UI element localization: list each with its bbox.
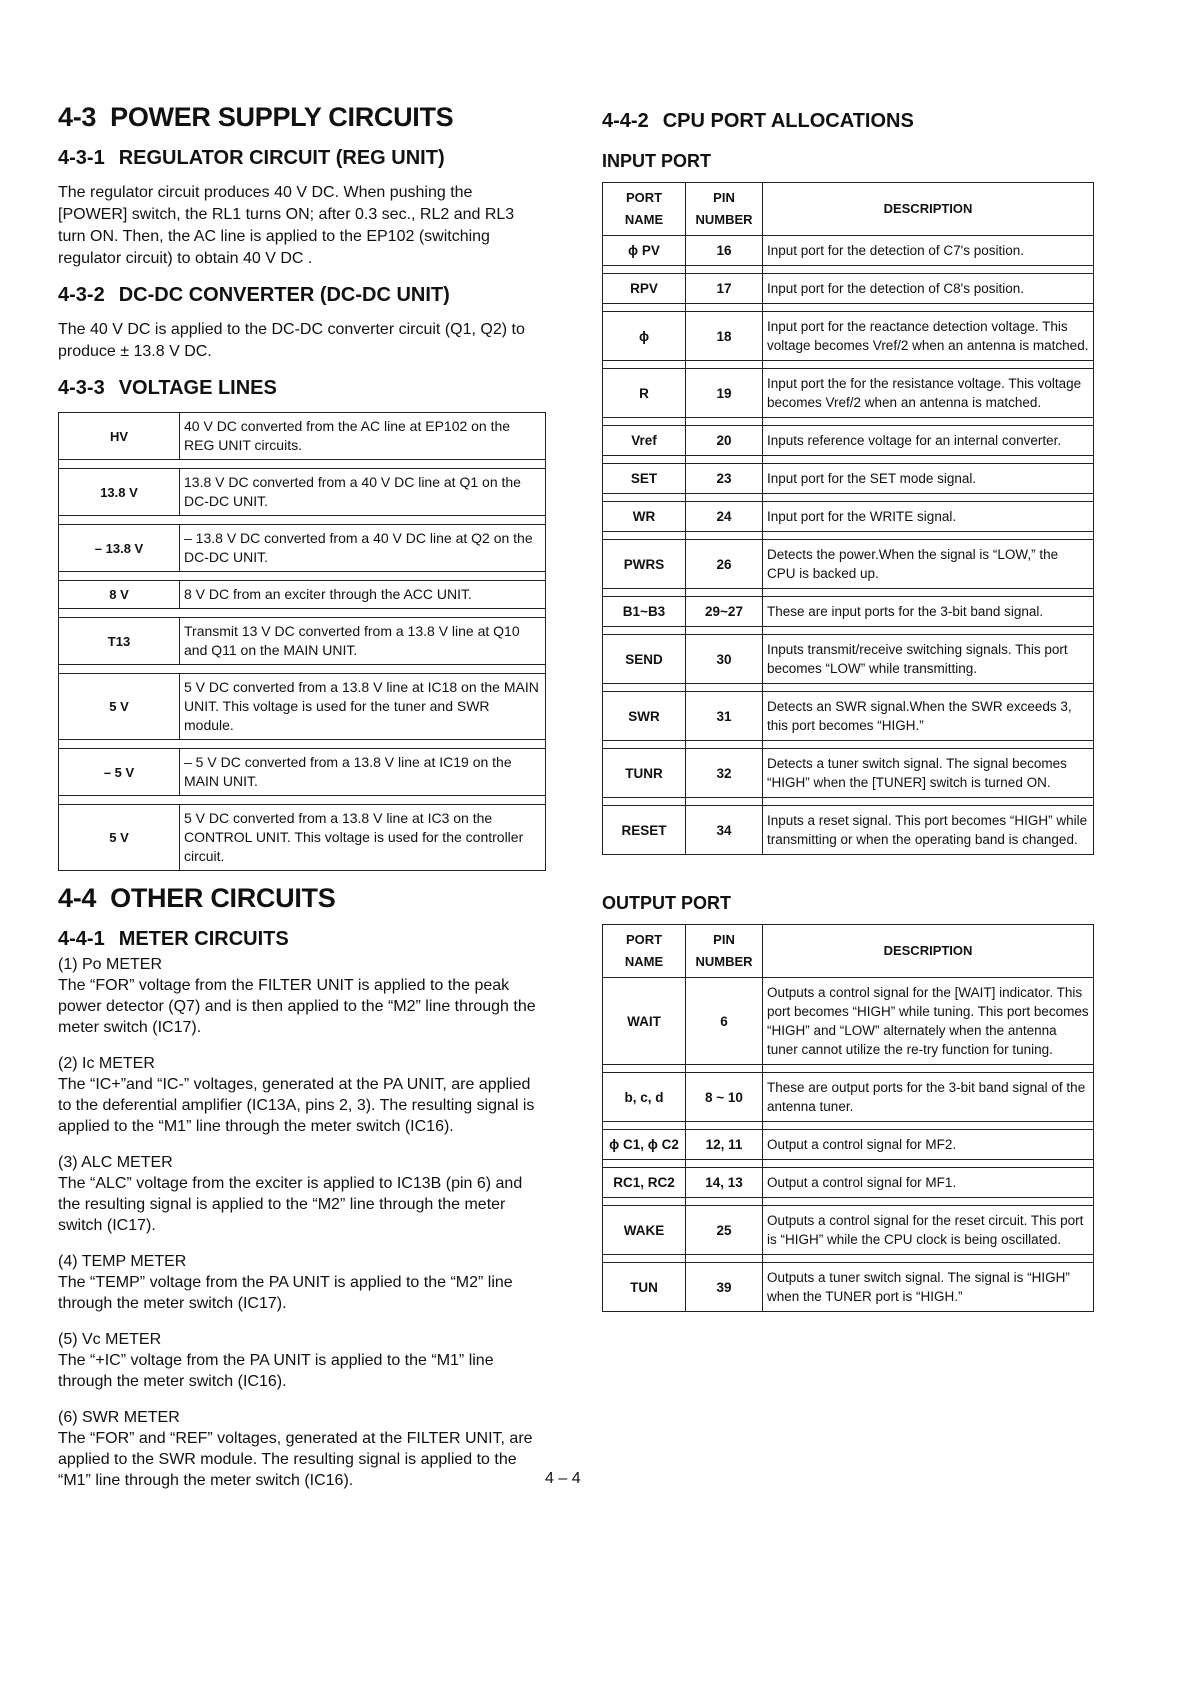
spacer-cell <box>763 627 1094 635</box>
meter-list <box>58 955 546 1491</box>
voltage-line-name: 8 V <box>59 581 180 609</box>
port-description: Input port for the detection of C8's position. <box>763 274 1094 304</box>
port-name: WAKE <box>603 1206 686 1255</box>
port-row <box>603 806 1094 855</box>
voltage-lines-table <box>58 412 546 871</box>
port-description: These are output ports for the 3-bit band signal of the antenna tuner. <box>763 1073 1094 1122</box>
port-name: B1~B3 <box>603 597 686 627</box>
port-row <box>603 1073 1094 1122</box>
regulator-text: The regulator circuit produces 40 V DC. When pushing the [POWER] switch, the RL1 turns ON; after 0.3 sec., RL2 and RL3 turn ON. Then, the AC line is applied to the EP102 (switching regulator circuit) to obtain 40 V DC . <box>58 184 515 267</box>
spacer-cell <box>686 589 763 597</box>
port-name: TUNR <box>603 749 686 798</box>
spacer-cell <box>603 532 686 540</box>
port-name: SEND <box>603 635 686 684</box>
pin-number: 23 <box>686 464 763 494</box>
voltage-line-desc: – 13.8 V DC converted from a 40 V DC line at Q2 on the DC-DC UNIT. <box>180 525 546 572</box>
spacer-cell <box>603 456 686 464</box>
spacer-cell <box>686 627 763 635</box>
row-spacer <box>603 798 1094 806</box>
port-description: Inputs a reset signal. This port becomes “HIGH” while transmitting or when the operating band is changed. <box>763 806 1094 855</box>
pin-number: 20 <box>686 426 763 456</box>
pin-number: 18 <box>686 312 763 361</box>
row-spacer <box>59 665 546 674</box>
spacer-cell <box>603 1122 686 1130</box>
voltage-line-name: HV <box>59 413 180 460</box>
spacer-cell <box>686 1255 763 1263</box>
row-spacer <box>603 1122 1094 1130</box>
spacer-cell <box>763 361 1094 369</box>
spacer-cell <box>59 572 546 581</box>
spacer-cell <box>59 665 546 674</box>
output-port-table <box>602 924 1094 1312</box>
row-spacer <box>59 572 546 581</box>
meter-text: The “ALC” voltage from the exciter is applied to IC13B (pin 6) and the resulting signal is applied to the “M2” line through the meter switch (IC17). <box>58 1175 523 1234</box>
pin-number: 31 <box>686 692 763 741</box>
meter-title: (3) ALC METER <box>58 1154 173 1171</box>
row-spacer <box>603 456 1094 464</box>
spacer-cell <box>686 798 763 806</box>
pin-number: 29~27 <box>686 597 763 627</box>
spacer-cell <box>603 1198 686 1206</box>
cpu-port-heading: 4-4-2 CPU PORT ALLOCATIONS <box>602 110 914 132</box>
spacer-cell <box>686 418 763 426</box>
port-description: Output a control signal for MF2. <box>763 1130 1094 1160</box>
output-port-heading: OUTPUT PORT <box>602 893 731 913</box>
port-row <box>603 635 1094 684</box>
port-row <box>603 426 1094 456</box>
port-name: SET <box>603 464 686 494</box>
pin-number: 30 <box>686 635 763 684</box>
spacer-cell <box>686 494 763 502</box>
port-name: PWRS <box>603 540 686 589</box>
meter-text: The “+IC” voltage from the PA UNIT is applied to the “M1” line through the meter switch (IC16). <box>58 1352 494 1390</box>
port-description: Input port for the reactance detection voltage. This voltage becomes Vref/2 when an antenna is matched. <box>763 312 1094 361</box>
meter-text: The “TEMP” voltage from the PA UNIT is applied to the “M2” line through the meter switch (IC17). <box>58 1274 513 1312</box>
voltage-line-desc: 5 V DC converted from a 13.8 V line at IC3 on the CONTROL UNIT. This voltage is used for the controller circuit. <box>180 805 546 871</box>
spacer-cell <box>686 1160 763 1168</box>
page-number: 4 – 4 <box>545 1470 581 1487</box>
pin-number: 6 <box>686 978 763 1065</box>
spacer-cell <box>59 740 546 749</box>
col-description: DESCRIPTION <box>763 183 1094 236</box>
port-description: Detects a tuner switch signal. The signal becomes “HIGH” when the [TUNER] switch is turned ON. <box>763 749 1094 798</box>
meter-item <box>58 1252 546 1314</box>
port-row <box>603 1168 1094 1198</box>
port-description: Detects the power.When the signal is “LOW,” the CPU is backed up. <box>763 540 1094 589</box>
spacer-cell <box>763 494 1094 502</box>
port-name: b, c, d <box>603 1073 686 1122</box>
voltage-line-name: 5 V <box>59 674 180 740</box>
voltage-lines-heading: 4-3-3 VOLTAGE LINES <box>58 377 277 399</box>
pin-number: 12, 11 <box>686 1130 763 1160</box>
row-spacer <box>59 516 546 525</box>
port-description: Input port the for the resistance voltage. This voltage becomes Vref/2 when an antenna is matched. <box>763 369 1094 418</box>
port-row <box>603 978 1094 1065</box>
port-name: RC1, RC2 <box>603 1168 686 1198</box>
row-spacer <box>603 1255 1094 1263</box>
spacer-cell <box>603 627 686 635</box>
spacer-cell <box>59 460 546 469</box>
spacer-cell <box>763 1198 1094 1206</box>
port-description: Inputs transmit/receive switching signals. This port becomes “LOW” while transmitting. <box>763 635 1094 684</box>
spacer-cell <box>603 266 686 274</box>
pin-number: 14, 13 <box>686 1168 763 1198</box>
pin-number: 16 <box>686 236 763 266</box>
spacer-cell <box>763 1065 1094 1073</box>
port-row <box>603 236 1094 266</box>
row-spacer <box>59 460 546 469</box>
port-row <box>603 502 1094 532</box>
voltage-line-desc: 40 V DC converted from the AC line at EP102 on the REG UNIT circuits. <box>180 413 546 460</box>
port-row <box>603 1206 1094 1255</box>
port-row <box>603 540 1094 589</box>
row-spacer <box>603 589 1094 597</box>
voltage-line-name: – 5 V <box>59 749 180 796</box>
power-supply-heading: 4-3 POWER SUPPLY CIRCUITS <box>58 102 454 132</box>
meter-circuits-heading: 4-4-1 METER CIRCUITS <box>58 928 289 950</box>
row-spacer <box>59 740 546 749</box>
spacer-cell <box>763 741 1094 749</box>
spacer-cell <box>763 1122 1094 1130</box>
row-spacer <box>59 796 546 805</box>
port-row <box>603 464 1094 494</box>
spacer-cell <box>59 796 546 805</box>
port-row <box>603 597 1094 627</box>
voltage-line-row <box>59 805 546 871</box>
left-column <box>58 102 546 1507</box>
spacer-cell <box>763 266 1094 274</box>
voltage-line-name: 13.8 V <box>59 469 180 516</box>
spacer-cell <box>763 1255 1094 1263</box>
port-description: Input port for the WRITE signal. <box>763 502 1094 532</box>
meter-title: (1) Po METER <box>58 956 163 973</box>
port-description: Outputs a control signal for the reset circuit. This port is “HIGH” while the CPU clock is being oscillated. <box>763 1206 1094 1255</box>
spacer-cell <box>763 684 1094 692</box>
spacer-cell <box>686 1198 763 1206</box>
dcdc-heading: 4-3-2 DC-DC CONVERTER (DC-DC UNIT) <box>58 284 450 306</box>
spacer-cell <box>603 304 686 312</box>
port-description: Outputs a control signal for the [WAIT] indicator. This port becomes “HIGH” while tuning. This port becomes “HIGH” and “LOW” alternately when the antenna tuner cannot utilize the re-try function for tuning. <box>763 978 1094 1065</box>
pin-number: 34 <box>686 806 763 855</box>
meter-text: The “FOR” voltage from the FILTER UNIT is applied to the peak power detector (Q7) and is then applied to the “M2” line through the meter switch (IC17). <box>58 977 536 1036</box>
pin-number: 39 <box>686 1263 763 1312</box>
port-row <box>603 312 1094 361</box>
voltage-line-name: 5 V <box>59 805 180 871</box>
voltage-line-row <box>59 749 546 796</box>
row-spacer <box>603 304 1094 312</box>
spacer-cell <box>686 1065 763 1073</box>
row-spacer <box>603 494 1094 502</box>
row-spacer <box>603 532 1094 540</box>
meter-title: (2) Ic METER <box>58 1055 155 1072</box>
spacer-cell <box>763 1160 1094 1168</box>
port-row <box>603 1263 1094 1312</box>
row-spacer <box>603 741 1094 749</box>
spacer-cell <box>686 532 763 540</box>
spacer-cell <box>686 361 763 369</box>
row-spacer <box>603 1065 1094 1073</box>
port-row <box>603 692 1094 741</box>
spacer-cell <box>59 609 546 618</box>
spacer-cell <box>603 361 686 369</box>
regulator-heading: 4-3-1 REGULATOR CIRCUIT (REG UNIT) <box>58 147 445 169</box>
dcdc-text: The 40 V DC is applied to the DC-DC converter circuit (Q1, Q2) to produce ± 13.8 V DC. <box>58 321 525 360</box>
spacer-cell <box>686 456 763 464</box>
pin-number: 8 ~ 10 <box>686 1073 763 1122</box>
right-column <box>602 110 1094 1312</box>
spacer-cell <box>686 1122 763 1130</box>
other-circuits-heading: 4-4 OTHER CIRCUITS <box>58 883 336 913</box>
input-port-table <box>602 182 1094 855</box>
pin-number: 19 <box>686 369 763 418</box>
meter-title: (6) SWR METER <box>58 1409 180 1426</box>
port-description: These are input ports for the 3-bit band signal. <box>763 597 1094 627</box>
row-spacer <box>59 609 546 618</box>
port-name: WR <box>603 502 686 532</box>
spacer-cell <box>686 684 763 692</box>
meter-title: (5) Vc METER <box>58 1331 162 1348</box>
spacer-cell <box>763 532 1094 540</box>
meter-item <box>58 1408 546 1491</box>
pin-number: 24 <box>686 502 763 532</box>
spacer-cell <box>603 494 686 502</box>
spacer-cell <box>59 516 546 525</box>
meter-title: (4) TEMP METER <box>58 1253 187 1270</box>
meter-item <box>58 1330 546 1392</box>
spacer-cell <box>603 741 686 749</box>
meter-text: The “IC+”and “IC-” voltages, generated at the PA UNIT, are applied to the deferential amplifier (IC13A, pins 2, 3). The resulting signal is applied to the “M1” line through the meter switch (IC16). <box>58 1076 535 1135</box>
port-row <box>603 749 1094 798</box>
port-name: Vref <box>603 426 686 456</box>
port-name: RESET <box>603 806 686 855</box>
row-spacer <box>603 1198 1094 1206</box>
spacer-cell <box>603 589 686 597</box>
port-name: ϕ <box>603 312 686 361</box>
meter-item <box>58 955 546 1038</box>
meter-text: The “FOR” and “REF” voltages, generated at the FILTER UNIT, are applied to the SWR module. The resulting signal is applied to the “M1” line through the meter switch (IC16). <box>58 1430 533 1489</box>
pin-number: 25 <box>686 1206 763 1255</box>
voltage-line-row <box>59 525 546 572</box>
row-spacer <box>603 627 1094 635</box>
meter-item <box>58 1054 546 1137</box>
voltage-line-desc: – 5 V DC converted from a 13.8 V line at IC19 on the MAIN UNIT. <box>180 749 546 796</box>
col-port-name: PORT NAME <box>603 183 686 236</box>
port-row <box>603 1130 1094 1160</box>
spacer-cell <box>603 684 686 692</box>
pin-number: 32 <box>686 749 763 798</box>
input-port-heading: INPUT PORT <box>602 151 712 171</box>
port-description: Input port for the detection of C7's position. <box>763 236 1094 266</box>
row-spacer <box>603 361 1094 369</box>
spacer-cell <box>763 418 1094 426</box>
port-description: Outputs a tuner switch signal. The signal is “HIGH” when the TUNER port is “HIGH.” <box>763 1263 1094 1312</box>
voltage-line-desc: Transmit 13 V DC converted from a 13.8 V line at Q10 and Q11 on the MAIN UNIT. <box>180 618 546 665</box>
voltage-line-row <box>59 618 546 665</box>
col-pin-number: PIN NUMBER <box>686 183 763 236</box>
voltage-line-row <box>59 469 546 516</box>
spacer-cell <box>603 418 686 426</box>
spacer-cell <box>763 589 1094 597</box>
row-spacer <box>603 266 1094 274</box>
col-pin-number: PIN NUMBER <box>686 925 763 978</box>
voltage-line-row <box>59 581 546 609</box>
spacer-cell <box>603 798 686 806</box>
spacer-cell <box>603 1160 686 1168</box>
port-description: Output a control signal for MF1. <box>763 1168 1094 1198</box>
voltage-line-desc: 8 V DC from an exciter through the ACC UNIT. <box>180 581 546 609</box>
spacer-cell <box>603 1065 686 1073</box>
voltage-line-desc: 13.8 V DC converted from a 40 V DC line at Q1 on the DC-DC UNIT. <box>180 469 546 516</box>
voltage-line-name: – 13.8 V <box>59 525 180 572</box>
voltage-line-row <box>59 674 546 740</box>
spacer-cell <box>686 304 763 312</box>
port-name: ϕ C1, ϕ C2 <box>603 1130 686 1160</box>
row-spacer <box>603 1160 1094 1168</box>
col-port-name: PORT NAME <box>603 925 686 978</box>
port-name: TUN <box>603 1263 686 1312</box>
port-description: Inputs reference voltage for an internal converter. <box>763 426 1094 456</box>
spacer-cell <box>686 741 763 749</box>
row-spacer <box>603 418 1094 426</box>
port-row <box>603 274 1094 304</box>
port-row <box>603 369 1094 418</box>
voltage-line-name: T13 <box>59 618 180 665</box>
spacer-cell <box>763 798 1094 806</box>
col-description: DESCRIPTION <box>763 925 1094 978</box>
port-description: Detects an SWR signal.When the SWR exceeds 3, this port becomes “HIGH.” <box>763 692 1094 741</box>
pin-number: 17 <box>686 274 763 304</box>
row-spacer <box>603 684 1094 692</box>
pin-number: 26 <box>686 540 763 589</box>
spacer-cell <box>603 1255 686 1263</box>
spacer-cell <box>763 304 1094 312</box>
port-description: Input port for the SET mode signal. <box>763 464 1094 494</box>
spacer-cell <box>763 456 1094 464</box>
port-name: ϕ PV <box>603 236 686 266</box>
spacer-cell <box>686 266 763 274</box>
voltage-line-row <box>59 413 546 460</box>
port-name: SWR <box>603 692 686 741</box>
port-name: WAIT <box>603 978 686 1065</box>
voltage-line-desc: 5 V DC converted from a 13.8 V line at IC18 on the MAIN UNIT. This voltage is used for the tuner and SWR module. <box>180 674 546 740</box>
port-name: R <box>603 369 686 418</box>
meter-item <box>58 1153 546 1236</box>
port-name: RPV <box>603 274 686 304</box>
